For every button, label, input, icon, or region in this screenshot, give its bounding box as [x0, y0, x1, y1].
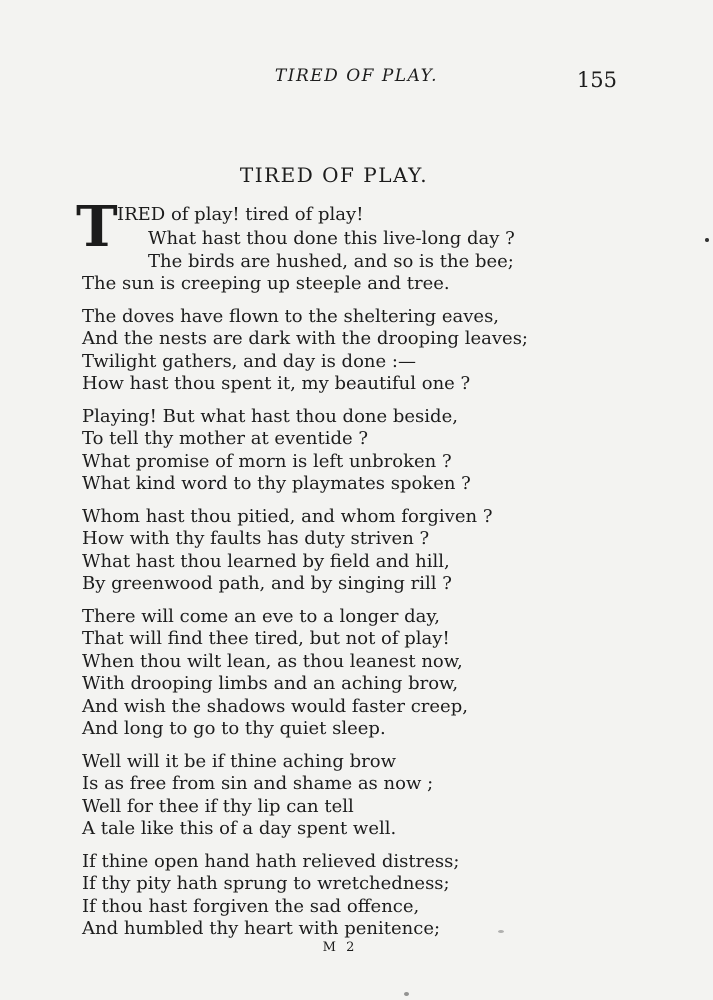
poem-line: And the nests are dark with the drooping leaves;: [82, 328, 529, 349]
poem-line: By greenwood path, and by singing rill ?: [82, 573, 452, 594]
poem-line: That will find thee tired, but not of play!: [82, 628, 450, 649]
poem-line: How hast thou spent it, my beautiful one ?: [82, 373, 471, 394]
poem-line: What kind word to thy playmates spoken ?: [82, 473, 471, 494]
poem-line: And humbled thy heart with penitence;: [82, 918, 441, 939]
poem-line: How with thy faults has duty striven ?: [82, 528, 430, 549]
drop-cap: T: [76, 194, 118, 260]
poem-line: The doves have flown to the sheltering eaves,: [82, 306, 500, 327]
poem-line: What promise of morn is left unbroken ?: [82, 451, 452, 472]
poem-line: And wish the shadows would faster creep,: [82, 696, 468, 717]
poem-line: Well for thee if thy lip can tell: [82, 796, 354, 817]
poem-line: Playing! But what hast thou done beside,: [82, 406, 458, 427]
poem-line: The sun is creeping up steeple and tree.: [82, 273, 450, 294]
poem-line: There will come an eve to a longer day,: [82, 606, 440, 627]
poem-line: Well will it be if thine aching brow: [82, 751, 396, 772]
poem-line: With drooping limbs and an aching brow,: [82, 673, 459, 694]
print-speck: [404, 992, 409, 996]
print-speck: [705, 238, 709, 242]
poem-line: Twilight gathers, and day is done :—: [82, 351, 416, 372]
poem-line: What hast thou learned by field and hill,: [82, 551, 450, 572]
poem-line: To tell thy mother at eventide ?: [82, 428, 369, 449]
poem-line: Is as free from sin and shame as now ;: [82, 773, 434, 794]
poem-line: When thou wilt lean, as thou leanest now,: [82, 651, 463, 672]
poem-line: If thou hast forgiven the sad offence,: [82, 896, 420, 917]
print-speck: [498, 930, 504, 933]
poem-line: And long to go to thy quiet sleep.: [82, 718, 386, 739]
running-head: TIRED OF PLAY.: [274, 66, 439, 86]
poem-line: If thine open hand hath relieved distress;: [82, 851, 460, 872]
poem-line: If thy pity hath sprung to wretchedness;: [82, 873, 450, 894]
signature-mark: M 2: [322, 940, 358, 955]
poem-line: What hast thou done this live-long day ?: [148, 228, 515, 249]
page-number: 155: [576, 68, 617, 92]
poem-line: Whom hast thou pitied, and whom forgiven ?: [82, 506, 493, 527]
poem-line: IRED of play! tired of play!: [117, 204, 364, 225]
poem-line: The birds are hushed, and so is the bee;: [148, 251, 514, 272]
poem-line: A tale like this of a day spent well.: [82, 818, 397, 839]
poem-title: TIRED OF PLAY.: [239, 163, 429, 187]
